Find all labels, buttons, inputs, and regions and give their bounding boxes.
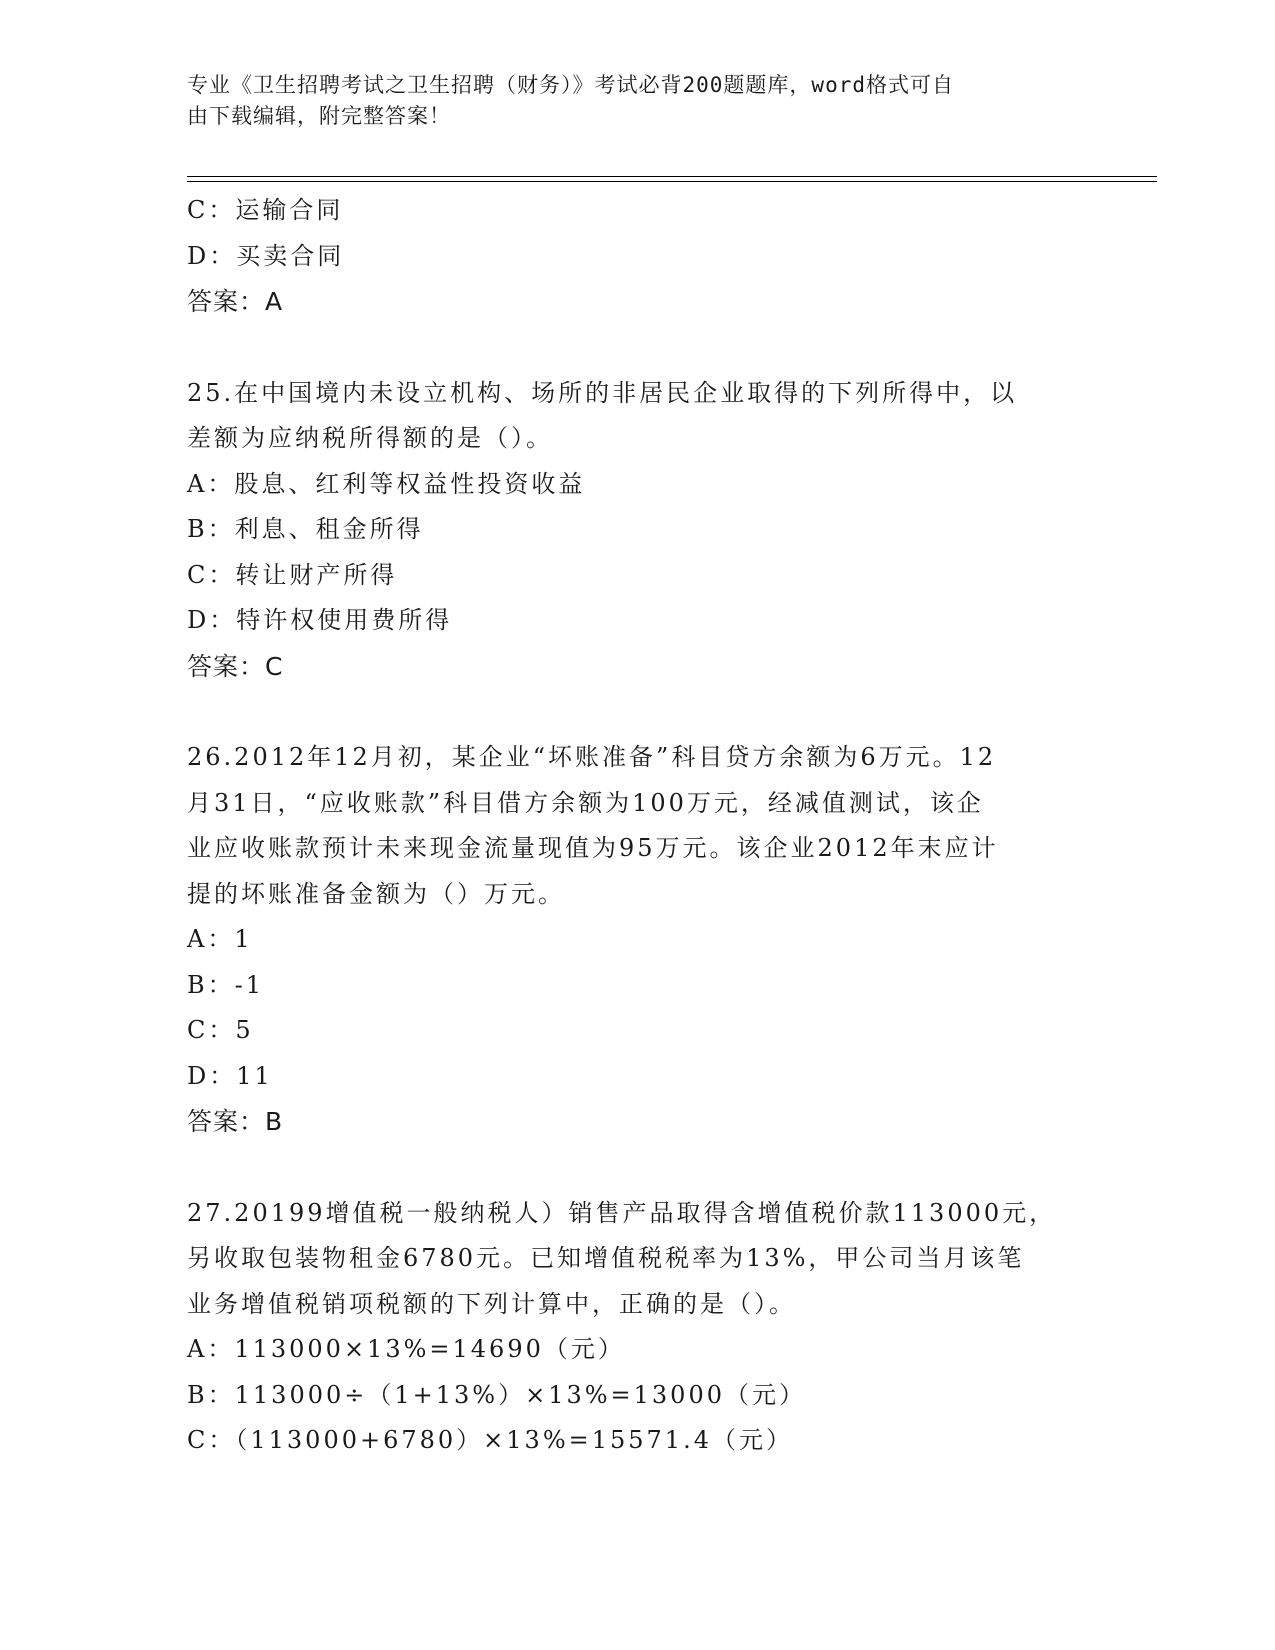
question-25 (187, 371, 1087, 690)
question-stem-line: 另收取包装物租金6780元。已知增值税税率为13%，甲公司当月该笔 (187, 1244, 1025, 1272)
option-c: C：转让财产所得 (187, 560, 398, 589)
option-d: D：特许权使用费所得 (187, 606, 453, 634)
answer-label: 答案：C (187, 651, 284, 681)
question-stem-line: 27.20199增值税一般纳税人）销售产品取得含增值税价款113000元， (187, 1198, 1057, 1227)
spacer (187, 1145, 1087, 1191)
question-stem-line: 提的坏账准备金额为（）万元。 (187, 879, 565, 908)
option-b: B：利息、租金所得 (187, 515, 424, 543)
option-a: A：113000×13%=14690（元） (187, 1335, 625, 1363)
option-d: D：11 (187, 1061, 273, 1090)
question-stem-line: 26.2012年12月初，某企业“坏账准备”科目贷方余额为6万元。12 (187, 743, 997, 771)
question-stem-line: 差额为应纳税所得额的是（）。 (187, 424, 553, 452)
question-stem-line: 25.在中国境内未设立机构、场所的非居民企业取得的下列所得中，以 (187, 378, 1018, 407)
option-b: B：-1 (187, 970, 265, 999)
header-rule-bottom (187, 181, 1157, 182)
option-b: B：113000÷（1+13%）×13%=13000（元） (187, 1380, 806, 1409)
page-header (187, 70, 1087, 132)
spacer (187, 689, 1087, 735)
question-26 (187, 735, 1087, 1145)
question-24-tail (187, 188, 1087, 325)
header-line-1: 专业《卫生招聘考试之卫生招聘（财务）》考试必背200题题库，word格式可自 (187, 73, 954, 97)
option-c: C：（113000+6780）×13%=15571.4（元） (187, 1426, 793, 1454)
question-stem-line: 业务增值税销项税额的下列计算中，正确的是（）。 (187, 1289, 796, 1318)
option-d: D：买卖合同 (187, 241, 345, 270)
spacer (187, 325, 1087, 371)
question-stem-line: 月31日，“应收账款”科目借方余额为100万元，经减值测试，该企 (187, 788, 984, 817)
option-c: C：运输合同 (187, 196, 344, 224)
question-list (187, 188, 1087, 1464)
header-line-2: 由下载编辑，附完整答案！ (187, 104, 451, 128)
option-c: C：5 (187, 1016, 254, 1044)
option-a: A：股息、红利等权益性投资收益 (187, 469, 586, 498)
answer-label: 答案：A (187, 287, 284, 316)
question-stem-line: 业应收账款预计未来现金流量现值为95万元。该企业2012年末应计 (187, 834, 999, 862)
option-a: A：1 (187, 925, 253, 953)
header-rule-top (187, 176, 1157, 177)
question-27 (187, 1191, 1087, 1464)
answer-label: 答案：B (187, 1107, 284, 1136)
